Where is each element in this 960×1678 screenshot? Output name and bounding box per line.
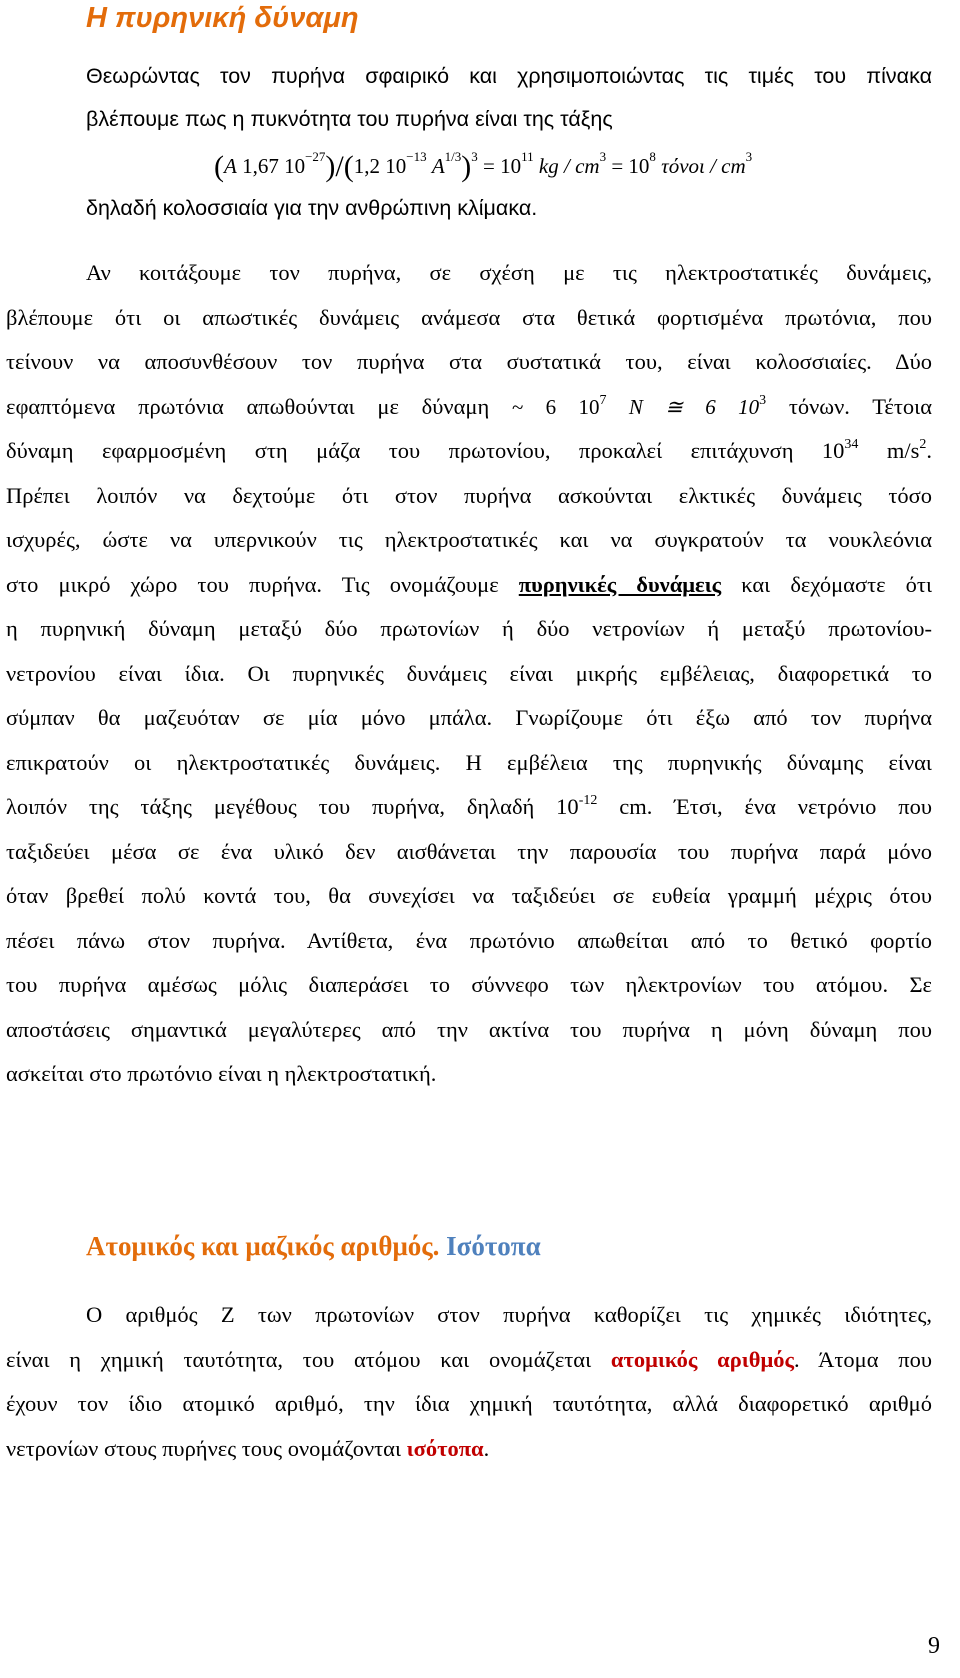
text-line: νετρονίων στους πυρήνες τους ονομάζονται ισότοπα. [6,1435,490,1461]
text-line: λοιπόν της τάξης μεγέθους του πυρήνα, δηλαδή $10^{-12}$ cm. Έτσι, ένα νετρόνιο που [6,793,932,819]
text-line: τείνουν να αποσυνθέσουν τον πυρήνα στα συστατικά του, είναι κολοσσιαίες. Δύο [6,349,932,374]
text-line: Ο αριθμός Z των πρωτονίων στον πυρήνα καθορίζει τις χημικές ιδιότητες, [86,1302,932,1327]
text-line: έχουν τον ίδιο ατομικό αριθμό, την ίδια χημική ταυτότητα, αλλά διαφορετικό αριθμό [6,1391,932,1416]
text-line: εφαπτόμενα πρωτόνια απωθούνται με δύναμη ~ 6 $10^7$ N ≅ 6 $10^3$ τόνων. Τέτοια [6,392,932,419]
isotopes-term: ισότοπα [406,1435,484,1461]
text-line: επικρατούν οι ηλεκτροστατικές δυνάμεις. Η εμβέλεια της πυρηνικής δύναμης είναι [6,749,932,775]
text-line: ταξιδεύει μέσα σε ένα υλικό δεν αισθάνεται την παρουσία του πυρήνα παρά μόνο [6,838,932,864]
intro-line-2: βλέπουμε πως η πυκνότητα του πυρήνα είναι της τάξης [86,107,613,131]
force-math: ~ 6 $10^7$ N ≅ 6 $10^3$ [511,392,767,419]
text-line: ισχυρές, ώστε να υπερνικούν τις ηλεκτροστατικές και να συγκρατούν τα νουκλεόνια [6,527,932,552]
text-line: στο μικρό χώρο του πυρήνα. Τις ονομάζουμε πυρηνικές δυνάμεις και δεχόμαστε ότι [6,571,933,597]
section-heading-nuclear-force: Η πυρηνική δύναμη [86,2,359,34]
nuclear-force-paragraph [6,251,932,1097]
nuclear-forces-term: πυρηνικές δυνάμεις [518,571,722,597]
intro-line-3: δηλαδή κολοσσιαία για την ανθρώπινη κλίμακα. [86,196,538,220]
text-line: βλέπουμε ότι οι απωστικές δυνάμεις ανάμεσα στα θετικά φορτισμένα πρωτόνια, που [6,304,932,330]
text-line: σύμπαν θα μαζευόταν σε μία μόνο μπάλα. Γνωρίζουμε ότι έξω από τον πυρήνα [6,705,932,730]
text-line: ασκείται στο πρωτόνιο είναι η ηλεκτροστατική. [6,1061,437,1086]
text-line: όταν βρεθεί πολύ κοντά του, θα συνεχίσει να ταξιδεύει σε ευθεία γραμμή μέχρις ότου [6,883,932,908]
atomic-number-term: ατομικός αριθμός [610,1346,794,1372]
text-line: η πυρηνική δύναμη μεταξύ δύο πρωτονίων ή δύο νετρονίων ή μεταξύ πρωτονίου- [6,616,932,641]
text-line: αποστάσεις σημαντικά μεγαλύτερες από την ακτίνα του πυρήνα η μόνη δύναμη που [6,1016,932,1042]
text-line: πέσει πάνω στον πυρήνα. Αντίθετα, ένα πρωτόνιο απωθείται από το θετικό φορτίο [6,927,932,953]
page-number: 9 [928,1633,940,1659]
text-line: Πρέπει λοιπόν να δεχτούμε ότι στον πυρήνα ασκούνται ελκτικές δυνάμεις τόσο [6,482,932,508]
density-equation: (A 1,67 $10^{-27})/(1,2$ $10^{-13}$ $A^{1/3})^3 = 10^{11}$ kg / $cm^3 = 10^8$ τόνοι / $cm^3$ [214,149,753,183]
text-line: του πυρήνα αμέσως μόλις διαπεράσει το σύννεφο των ηλεκτρονίων του ατόμου. Σε [6,972,932,997]
text-line: Αν κοιτάξουμε τον πυρήνα, σε σχέση με τις ηλεκτροστατικές δυνάμεις, [86,260,932,285]
text-line: νετρονίου είναι ίδια. Οι πυρηνικές δυνάμεις είναι μικρής εμβέλειας, διαφορετικά το [6,660,932,686]
isotopes-paragraph [6,1293,932,1471]
section-heading-atomic-number: Ατομικός και μαζικός αριθμός. Ισότοπα [86,1231,541,1261]
intro-line-1: Θεωρώντας τον πυρήνα σφαιρικό και χρησιμοποιώντας τις τιμές του πίνακα [86,64,932,88]
text-line: δύναμη εφαρμοσμένη στη μάζα του πρωτονίου, προκαλεί επιτάχυνση $10^{34}$ $m/s^2$. [6,437,932,463]
text-line: είναι η χημική ταυτότητα, του ατόμου και ονομάζεται ατομικός αριθμός. Άτομα που [6,1346,932,1372]
